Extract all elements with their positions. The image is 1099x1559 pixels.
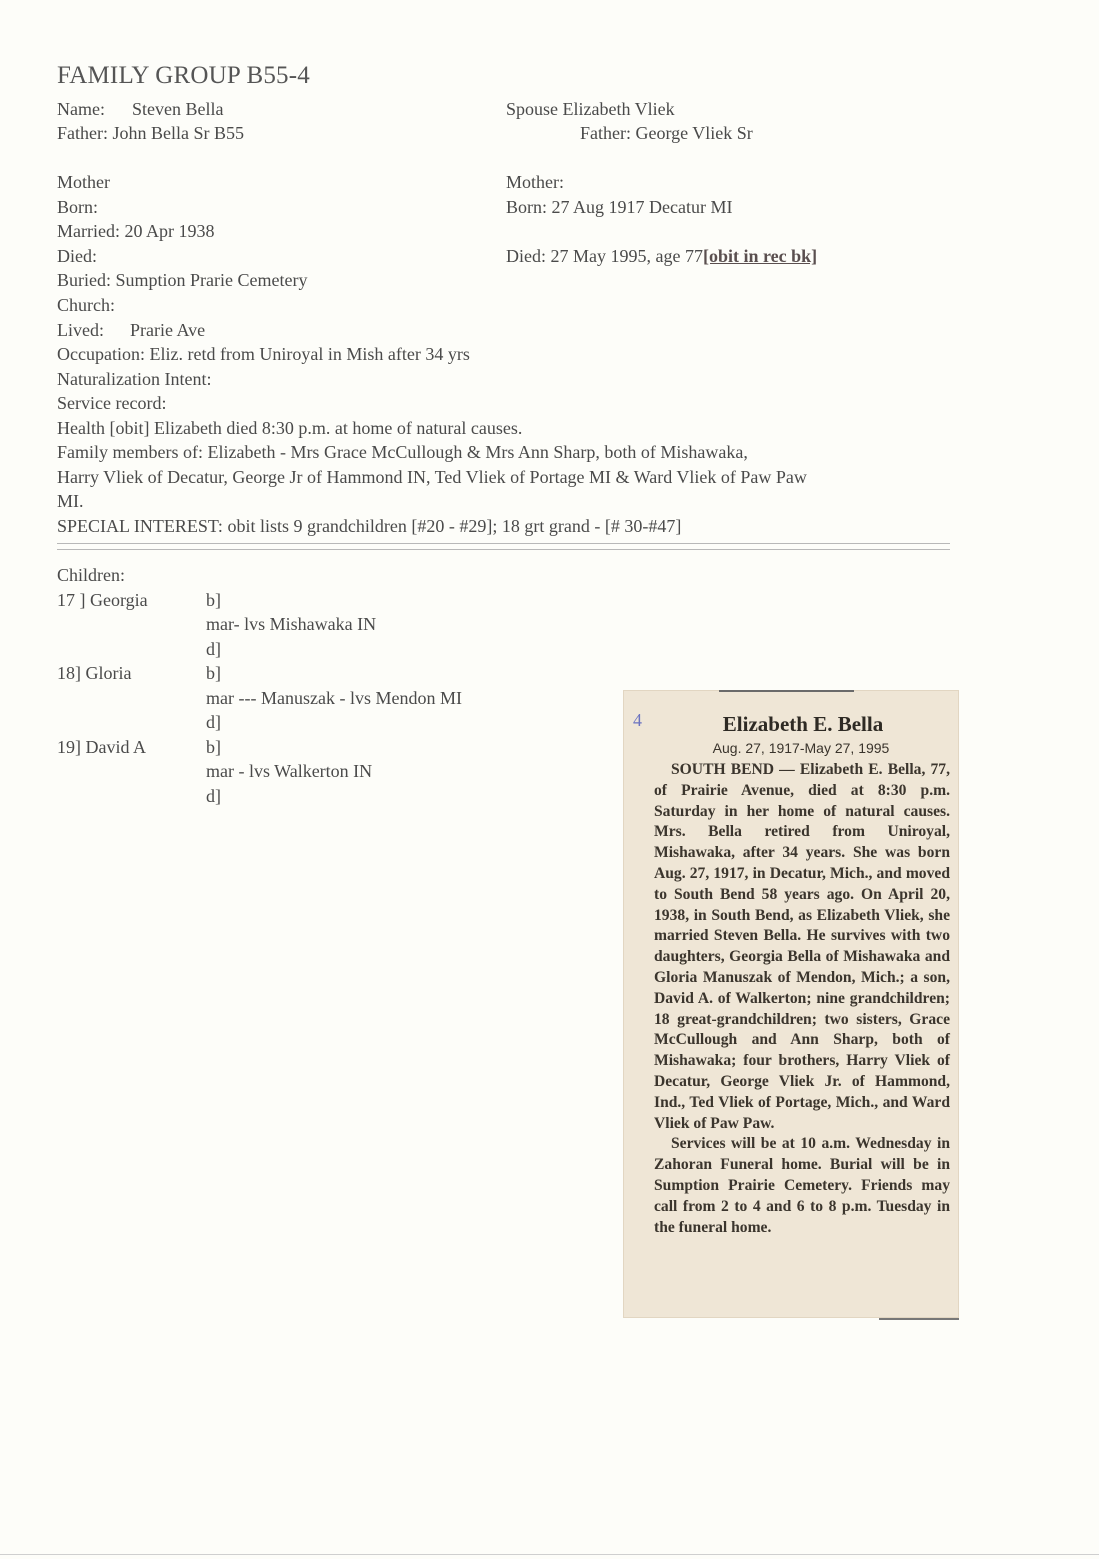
child-married-georgia: mar- lvs Mishawaka IN — [206, 614, 377, 634]
obituary-dates: Aug. 27, 1917-May 27, 1995 — [712, 740, 890, 756]
obit-link[interactable]: [obit in rec bk] — [702, 246, 818, 266]
page-title: FAMILY GROUP B55-4 — [57, 62, 310, 89]
occupation-line: Occupation: Eliz. retd from Uniroyal in Mish after 34 yrs — [57, 344, 470, 364]
spouse-died-text: Died: 27 May 1995, age 77 — [506, 246, 703, 266]
mother-line: Mother — [57, 172, 110, 192]
special-interest-line: SPECIAL INTEREST: obit lists 9 grandchildren [#20 - #29]; 18 grt grand - [# 30-#47] — [57, 516, 682, 536]
name-value: Steven Bella — [132, 99, 224, 119]
child-married-david: mar - lvs Walkerton IN — [206, 761, 373, 781]
health-line: Health [obit] Elizabeth died 8:30 p.m. at home of natural causes. — [57, 418, 523, 438]
lived-label: Lived: — [57, 320, 104, 340]
family-members-line-1: Family members of: Elizabeth - Mrs Grace McCullough & Mrs Ann Sharp, both of Mishawaka, — [57, 442, 748, 462]
name-label: Name: — [57, 99, 105, 119]
buried-line: Buried: Sumption Prarie Cemetery — [57, 270, 308, 290]
separator-rule — [57, 543, 950, 550]
clipping-top-rule — [719, 690, 854, 692]
spouse-line: Spouse Elizabeth Vliek — [506, 99, 675, 119]
family-members-line-2: Harry Vliek of Decatur, George Jr of Hammond IN, Ted Vliek of Portage MI & Ward Vliek of Paw Paw — [57, 467, 807, 487]
born-line: Born: — [57, 197, 99, 217]
obituary-paragraph-2: Services will be at 10 a.m. Wednesday in Zahoran Funeral home. Burial will be in Sumption Prairie Cemetery. Friends may call from 2 to 4 and 6 to 8 p.m. Tuesday in the funeral home. — [654, 1135, 950, 1236]
child-name-david: 19] David A — [57, 737, 146, 757]
married-line: Married: 20 Apr 1938 — [57, 221, 215, 241]
died-line: Died: — [57, 246, 97, 266]
child-died-gloria: d] — [206, 712, 221, 732]
handwritten-mark: 4 — [633, 710, 642, 730]
clipping-bottom-rule — [879, 1318, 959, 1320]
obituary-name: Elizabeth E. Bella — [722, 712, 884, 736]
child-died-david: d] — [206, 786, 221, 806]
page-bottom-edge — [0, 1554, 1099, 1555]
children-label: Children: — [57, 565, 125, 585]
child-died-georgia: d] — [206, 639, 221, 659]
father-line: Father: John Bella Sr B55 — [57, 123, 244, 143]
spouse-born-line: Born: 27 Aug 1917 Decatur MI — [506, 197, 733, 217]
service-line: Service record: — [57, 393, 167, 413]
child-married-gloria: mar --- Manuszak - lvs Mendon MI — [206, 688, 462, 708]
naturalization-line: Naturalization Intent: — [57, 369, 212, 389]
obituary-clipping — [623, 690, 959, 1318]
child-name-gloria: 18] Gloria — [57, 663, 132, 683]
spouse-died-line — [506, 244, 817, 268]
obituary-paragraph-1: SOUTH BEND — Elizabeth E. Bella, 77, of Prairie Avenue, died at 8:30 p.m. Saturday in her home of natural causes. Mrs. Bella retired from Uniroyal, Mishawaka, after 34 years. She was born Aug. 27, 1917, in Decatur, Mich., and moved to South Bend 58 years ago. On April 20, 1938, in South Bend, as Elizabeth Vliek, she married Steven Bella. He survives with two daughters, Georgia Bella of Mishawaka and Gloria Manuszak of Mendon, Mich.; a son, David A. of Walkerton; nine grandchildren; 18 great-grandchildren; two sisters, Grace McCullough and Ann Sharp, both of Mishawaka; four brothers, Harry Vliek of Decatur, George Vliek Jr. of Hammond, Ind., Ted Vliek of Portage, Mich., and Ward Vliek of Paw Paw. — [654, 761, 950, 1132]
lived-value: Prarie Ave — [130, 320, 206, 340]
obituary-body — [654, 760, 950, 1238]
child-born-gloria: b] — [206, 663, 221, 683]
family-members-line-3: MI. — [57, 491, 84, 511]
spouse-mother-line: Mother: — [506, 172, 564, 192]
child-born-david: b] — [206, 737, 221, 757]
spouse-father-line: Father: George Vliek Sr — [580, 123, 753, 143]
child-name-georgia: 17 ] Georgia — [57, 590, 148, 610]
child-born-georgia: b] — [206, 590, 221, 610]
church-line: Church: — [57, 295, 115, 315]
